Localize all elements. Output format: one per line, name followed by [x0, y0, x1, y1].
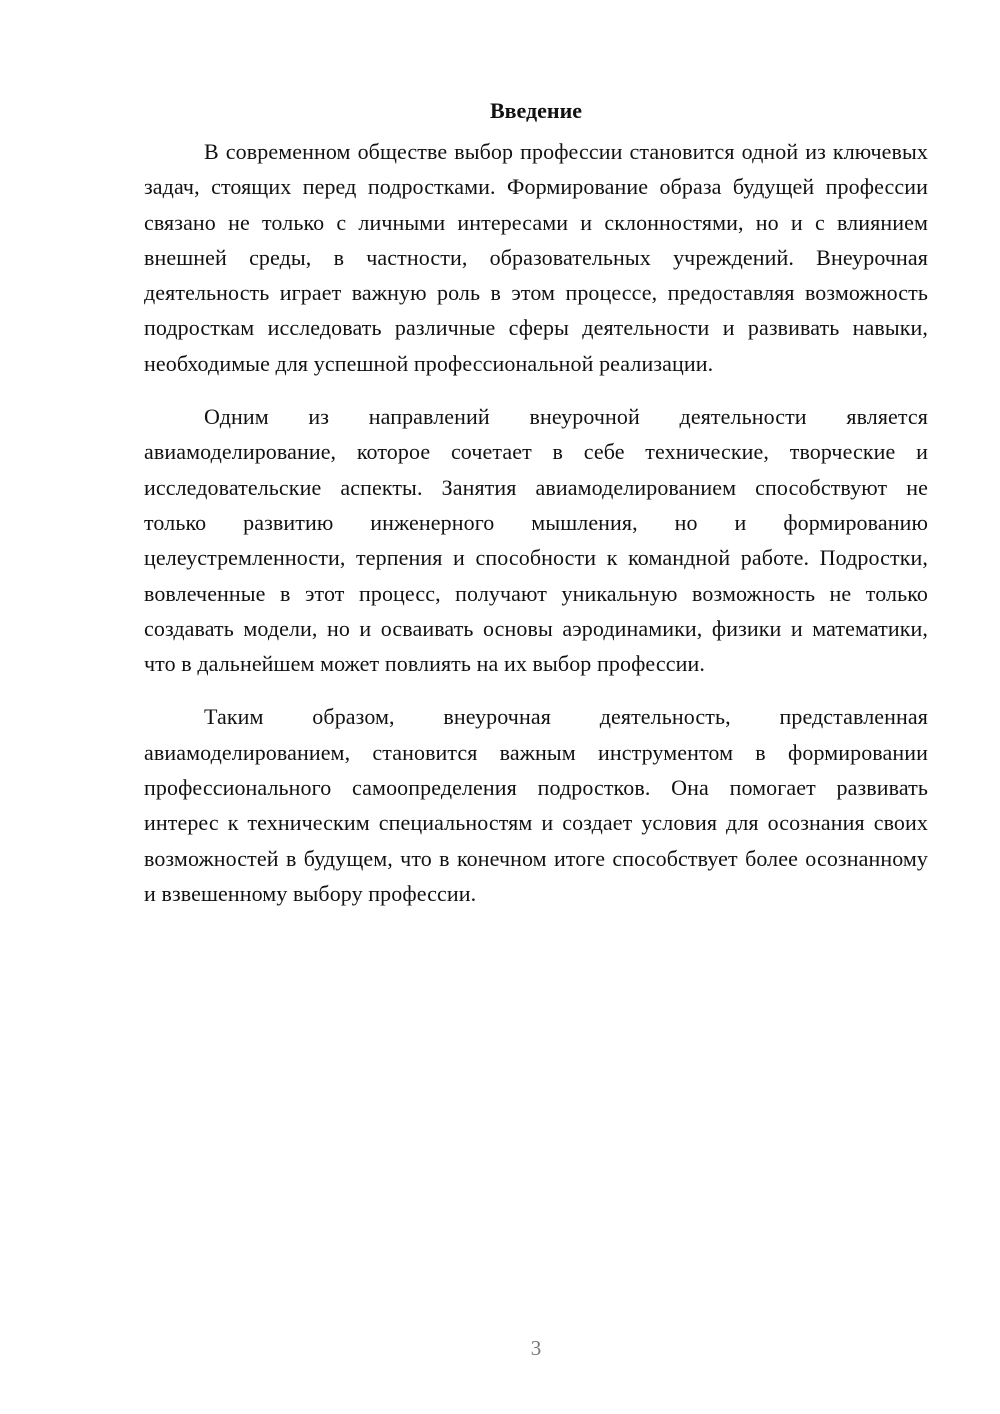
paragraph-1: В современном обществе выбор профессии становится одной из ключевых задач, стоящих перед подростками. Формирование образа будущей профессии связано не только с личными интересами и склонностями, но и с влиянием внешней среды, в частности, образовательных учреждений. Внеурочная деятельность играет важную роль в этом процессе, предоставляя возможность подросткам исследовать различные сферы деятельности и развивать навыки, необходимые для успешной профессиональной реализации. — [144, 139, 928, 376]
page-content — [144, 93, 928, 929]
section-heading: Введение — [489, 98, 583, 123]
paragraph-3: Таким образом, внеурочная деятельность, представленная авиамоделированием, становится важным инструментом в формировании профессионального самоопределения подростков. Она помогает развивать интерес к техническим специальностям и создает условия для осознания своих возможностей в будущем, что в конечном итоге способствует более осознанному и взвешенному выбору профессии. — [144, 704, 928, 906]
page-number: 3 — [530, 1336, 542, 1360]
paragraph-2: Одним из направлений внеурочной деятельности является авиамоделирование, которое сочетает в себе технические, творческие и исследовательские аспекты. Занятия авиамоделированием способствуют не только развитию инженерного мышления, но и формированию целеустремленности, терпения и способности к командной работе. Подростки, вовлеченные в этот процесс, получают уникальную возможность не только создавать модели, но и осваивать основы аэродинамики, физики и математики, что в дальнейшем может повлиять на их выбор профессии. — [144, 404, 928, 677]
